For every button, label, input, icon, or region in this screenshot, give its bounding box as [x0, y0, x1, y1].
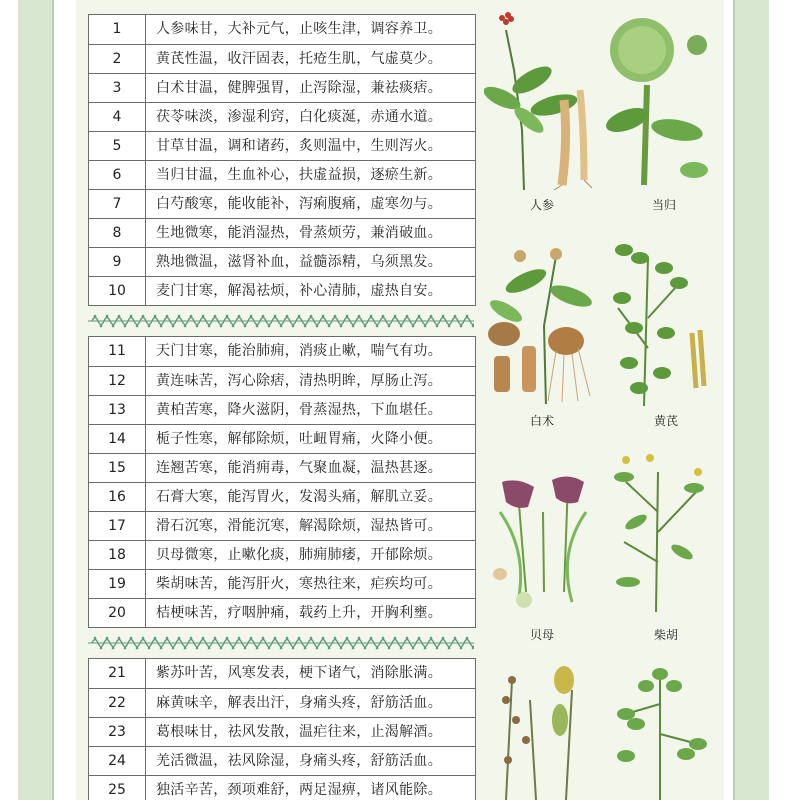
- verse-text: 柴胡味苦，能泻肝火，寒热往来，疟疾均可。: [156, 576, 442, 592]
- verse-text: 当归甘温，生血补心，扶虚益损，逐瘀生新。: [156, 167, 442, 183]
- verse-text: 贝母微寒，止嗽化痰，肺痈肺痿，开郁除烦。: [156, 547, 442, 563]
- caption-baizhu: 白术: [529, 414, 554, 428]
- vine-ornament: [88, 314, 474, 328]
- table-row: [89, 424, 475, 453]
- table-row: [89, 688, 475, 717]
- table-row: [89, 746, 475, 775]
- ornament-divider: [88, 306, 476, 336]
- verse-text: 黄柏苦寒，降火滋阴，骨蒸湿热，下血堪任。: [156, 402, 442, 418]
- row-number: 10: [89, 277, 146, 305]
- row-number: 2: [89, 45, 146, 73]
- row-number: 9: [89, 248, 146, 276]
- row-number: 3: [89, 74, 146, 102]
- caption-danggui: 当归: [651, 198, 676, 212]
- verse-text: 紫苏叶苦，风寒发表，梗下诸气，消除胀满。: [156, 665, 442, 681]
- verse-text: 生地微寒，能消湿热，骨蒸烦劳，兼消破血。: [156, 225, 442, 241]
- verse-text: 葛根味甘，祛风发散，温疟往来，止渴解酒。: [156, 724, 442, 740]
- row-number: 18: [89, 541, 146, 569]
- row-number: 1: [89, 15, 146, 44]
- row-number: 15: [89, 454, 146, 482]
- huangqi-illustration: [604, 238, 714, 406]
- row-number: 17: [89, 512, 146, 540]
- table-row: [89, 73, 475, 102]
- table-row: [89, 482, 475, 511]
- verse-text: 黄连味苦，泻心除痞，清热明眸，厚肠止泻。: [156, 373, 442, 389]
- row-number: 5: [89, 132, 146, 160]
- row-number: 16: [89, 483, 146, 511]
- verse-text: 羌活微温，祛风除湿，身痛头疼，舒筋活血。: [156, 753, 442, 769]
- verse-text: 茯苓味淡，渗湿利窍，白化痰涎，赤通水道。: [156, 109, 442, 125]
- table-row: [89, 160, 475, 189]
- beimu-illustration: [488, 452, 598, 614]
- caption-renshen: 人参: [529, 198, 554, 212]
- verse-text: 麦门甘寒，解渴祛烦，补心清肺，虚热自安。: [156, 283, 442, 299]
- row-number: 8: [89, 219, 146, 247]
- table-row: [89, 717, 475, 746]
- row-number: 11: [89, 337, 146, 366]
- verse-text: 白术甘温，健脾强胃，止泻除湿，兼祛痰痞。: [156, 80, 442, 96]
- verse-text: 连翘苦寒，能消痈毒，气聚血凝，温热甚逐。: [156, 460, 442, 476]
- table-row: [89, 659, 475, 688]
- verse-text: 白芍酸寒，能收能补，泻痢腹痛，虚寒勿与。: [156, 196, 442, 212]
- left-band-line: [52, 0, 54, 800]
- verse-text: 独活辛苦，颈项难舒，两足湿痹，诸风能除。: [156, 782, 442, 798]
- verse-text: 石膏大寒，能泻胃火，发渴头痛，解肌立妥。: [156, 489, 442, 505]
- ornament-divider: [88, 628, 476, 658]
- row-number: 14: [89, 425, 146, 453]
- table-row: [89, 366, 475, 395]
- verse-text: 黄芪性温，收汗固表，托疮生肌，气虚莫少。: [156, 51, 442, 67]
- caption-beimu: 贝母: [529, 628, 554, 642]
- row-number: 23: [89, 718, 146, 746]
- row-number: 25: [89, 776, 146, 800]
- row-number: 4: [89, 103, 146, 131]
- caption-chaihu: 柴胡: [653, 628, 678, 642]
- table-row: [89, 540, 475, 569]
- chaihu-illustration: [606, 452, 716, 614]
- right-green-band: [733, 0, 769, 800]
- table-row: [89, 15, 475, 44]
- table-row: [89, 511, 475, 540]
- verse-group: [88, 14, 476, 306]
- verse-text: 天门甘寒，能治肺痈，消痰止嗽，喘气有功。: [156, 343, 442, 359]
- table-row: [89, 102, 475, 131]
- table-row: [89, 218, 475, 247]
- table-row: [89, 453, 475, 482]
- table-row: [89, 189, 475, 218]
- row-number: 12: [89, 367, 146, 395]
- table-row: [89, 395, 475, 424]
- left-green-band: [18, 0, 54, 800]
- row-number: 22: [89, 689, 146, 717]
- renshen-illustration: [484, 10, 596, 190]
- zisu-illustration: [486, 660, 598, 800]
- caption-huangqi: 黄芪: [653, 414, 678, 428]
- row-number: 13: [89, 396, 146, 424]
- table-row: [89, 569, 475, 598]
- danggui-illustration: [602, 10, 718, 190]
- verse-group: [88, 336, 476, 628]
- herb-verse-table: [88, 14, 476, 800]
- verse-text: 人参味甘，大补元气，止咳生津，调容养卫。: [156, 21, 442, 37]
- table-row: [89, 337, 475, 366]
- baizhu-illustration: [486, 236, 598, 404]
- gegen-illustration: [606, 664, 716, 800]
- row-number: 20: [89, 599, 146, 627]
- verse-text: 滑石沉寒，滑能沉寒，解渴除烦，湿热皆可。: [156, 518, 442, 534]
- verse-text: 栀子性寒，解郁除烦，吐衄胃痛，火降小便。: [156, 431, 442, 447]
- verse-text: 麻黄味辛，解表出汗，身痛头疼，舒筋活血。: [156, 695, 442, 711]
- verse-group: [88, 658, 476, 800]
- row-number: 19: [89, 570, 146, 598]
- row-number: 7: [89, 190, 146, 218]
- table-row: [89, 775, 475, 800]
- verse-text: 桔梗味苦，疗咽肿痛，载药上升，开胸利壅。: [156, 605, 442, 621]
- table-row: [89, 247, 475, 276]
- table-row: [89, 44, 475, 73]
- row-number: 21: [89, 659, 146, 688]
- vine-ornament: [88, 636, 474, 650]
- verse-text: 甘草甘温，调和诸药，炙则温中，生则泻火。: [156, 138, 442, 154]
- row-number: 24: [89, 747, 146, 775]
- row-number: 6: [89, 161, 146, 189]
- table-row: [89, 598, 475, 627]
- right-band-line: [733, 0, 735, 800]
- table-row: [89, 131, 475, 160]
- table-row: [89, 276, 475, 305]
- verse-text: 熟地微温，滋肾补血，益髓添精，乌须黑发。: [156, 254, 442, 270]
